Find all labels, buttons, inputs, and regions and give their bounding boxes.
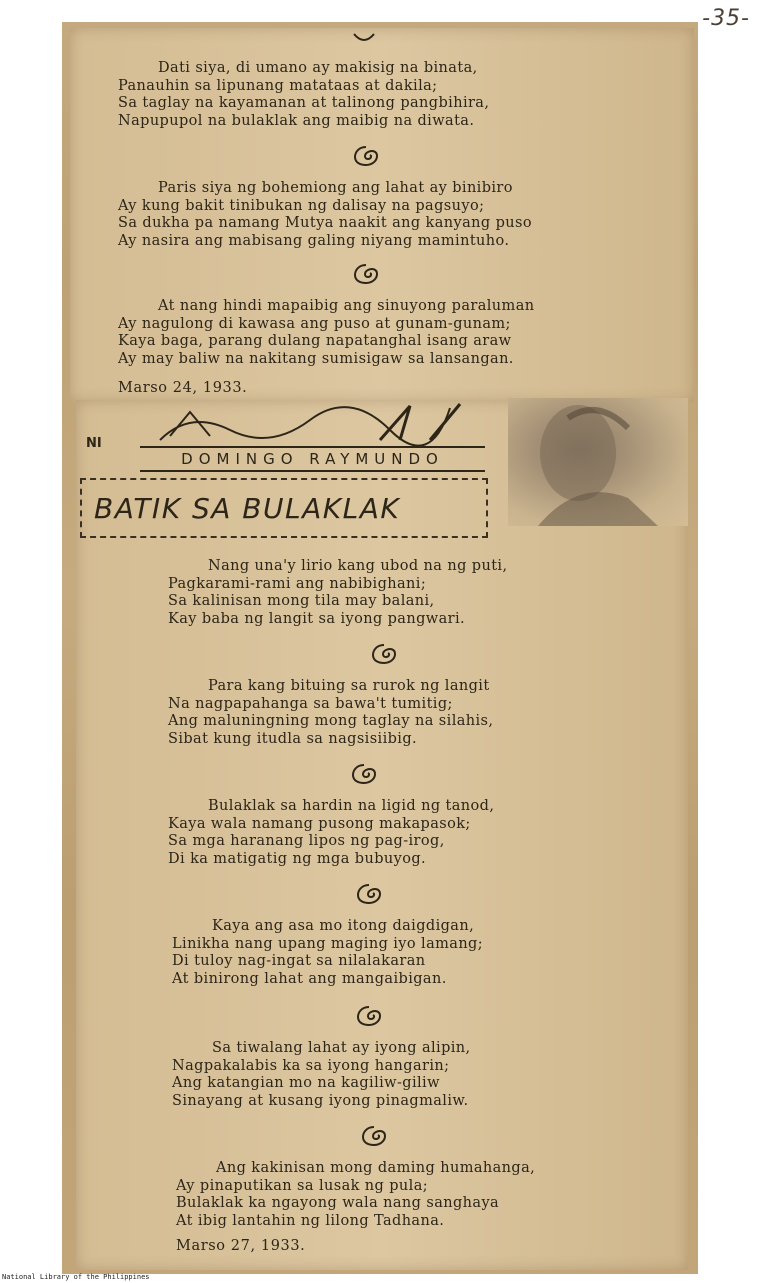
ornament-icon xyxy=(352,144,380,168)
ornament-icon xyxy=(350,28,378,52)
poem-line: Ang maluningning mong taglay na silahis, xyxy=(168,713,494,729)
ornament-icon xyxy=(360,1124,388,1148)
ornament-icon xyxy=(355,1004,383,1028)
top-stanza-2 xyxy=(118,180,532,250)
poem-line: At ibig lantahin ng lilong Tadhana. xyxy=(176,1212,445,1229)
author-bar xyxy=(140,446,485,472)
poem-line: Dati siya, di umano ay makisig na binata, xyxy=(158,60,478,76)
poem-line: Bulaklak sa hardin na ligid ng tanod, xyxy=(208,798,495,814)
poem-line: Bulaklak ka ngayong wala nang sanghaya xyxy=(176,1195,500,1211)
poem-line: Sa mga haranang lipos ng pag-irog, xyxy=(168,833,445,849)
page-number: -35- xyxy=(702,6,750,31)
byline-prefix: NI xyxy=(86,436,102,451)
ornament-icon xyxy=(350,762,378,786)
poem-line: Di tuloy nag-ingat sa nilalakaran xyxy=(172,953,426,969)
poem-line: Nang una'y lirio kang ubod na ng puti, xyxy=(208,558,508,574)
poem-header xyxy=(80,398,500,548)
poem-line: Ay nagulong di kawasa ang puso at gunam-gunam; xyxy=(118,315,511,332)
author-photo xyxy=(508,398,688,526)
poem-line: Panauhin sa lipunang matataas at dakila; xyxy=(118,77,438,94)
poem-line: At binirong lahat ang mangaibigan. xyxy=(172,970,447,987)
poem-line: Ang katangian mo na kagiliw-giliw xyxy=(172,1075,440,1091)
main-stanza-4 xyxy=(172,918,483,988)
poem-title: BATIK SA BULAKLAK xyxy=(94,491,401,525)
top-poem-date: Marso 24, 1933. xyxy=(118,380,248,396)
poem-line: Nagpakalabis ka sa iyong hangarin; xyxy=(172,1057,450,1074)
ornament-icon xyxy=(355,882,383,906)
portrait-icon xyxy=(508,398,688,526)
poem-line: Linikha nang upang maging iyo lamang; xyxy=(172,935,484,952)
poem-line: Kay baba ng langit sa iyong pangwari. xyxy=(168,610,466,627)
author-name: DOMINGO RAYMUNDO xyxy=(181,450,444,468)
main-poem-date: Marso 27, 1933. xyxy=(176,1238,306,1254)
poem-line: Ang kakinisan mong daming humahanga, xyxy=(216,1160,536,1176)
poem-line: Kaya ang asa mo itong daigdigan, xyxy=(212,918,475,934)
poem-line: Ay pinaputikan sa lusak ng pula; xyxy=(176,1177,429,1194)
poem-line: Paris siya ng bohemiong ang lahat ay binibiro xyxy=(158,180,513,196)
poem-line: Ay kung bakit tinibukan ng dalisay na pagsuyo; xyxy=(118,197,485,214)
footer-credit: National Library of the Philippines xyxy=(2,1273,150,1281)
poem-line: Sa kalinisan mong tila may balani, xyxy=(168,593,435,609)
poem-line: Sinayang at kusang iyong pinagmaliw. xyxy=(172,1092,469,1109)
main-stanza-2 xyxy=(168,678,493,748)
poem-line: Na nagpapahanga sa bawa't tumitig; xyxy=(168,695,453,712)
poem-line: Sa tiwalang lahat ay iyong alipin, xyxy=(212,1040,471,1056)
main-stanza-6 xyxy=(176,1160,535,1230)
poem-line: Ay nasira ang mabisang galing niyang mamintuho. xyxy=(118,232,510,249)
main-stanza-5 xyxy=(172,1040,471,1110)
poem-line: Napupupol na bulaklak ang maibig na diwata. xyxy=(118,112,475,129)
poem-line: Kaya wala namang pusong makapasok; xyxy=(168,815,471,832)
ornament-icon xyxy=(352,262,380,286)
ornament-icon xyxy=(370,642,398,666)
poem-line: Kaya baga, parang dulang napatanghal isang araw xyxy=(118,333,512,349)
lettering-decoration-icon xyxy=(150,400,470,446)
top-stanza-3 xyxy=(118,298,534,368)
title-box xyxy=(80,478,488,538)
top-stanza-1 xyxy=(118,60,489,130)
poem-line: Sa taglay na kayamanan at talinong pangbihira, xyxy=(118,95,490,111)
poem-line: Ay may baliw na nakitang sumisigaw sa lansangan. xyxy=(118,350,514,367)
poem-line: Di ka matigatig ng mga bubuyog. xyxy=(168,850,427,867)
main-stanza-3 xyxy=(168,798,494,868)
poem-line: Pagkarami-rami ang nabibighani; xyxy=(168,575,427,592)
poem-line: Sa dukha pa namang Mutya naakit ang kanyang puso xyxy=(118,215,532,231)
main-stanza-1 xyxy=(168,558,507,628)
poem-line: Para kang bituing sa rurok ng langit xyxy=(208,678,490,694)
poem-line: Sibat kung itudla sa nagsisiibig. xyxy=(168,730,418,747)
poem-line: At nang hindi mapaibig ang sinuyong paraluman xyxy=(158,298,535,314)
